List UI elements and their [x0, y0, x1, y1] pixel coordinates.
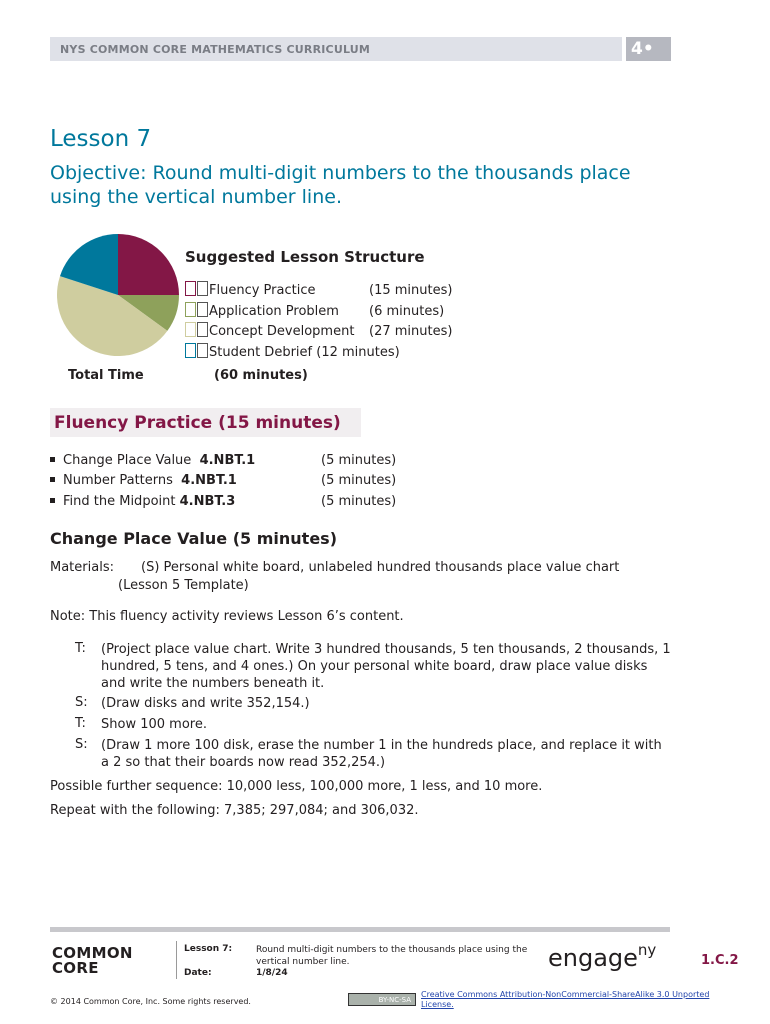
- materials-text: (S) Personal white board, unlabeled hundred thousands place value chart: [141, 560, 620, 575]
- structure-item-label: Application Problem: [209, 304, 339, 319]
- fluency-item: [50, 453, 397, 473]
- checkbox-icon: [197, 302, 208, 317]
- structure-item: [185, 322, 452, 342]
- engageny-logo: [548, 941, 656, 972]
- structure-item-label: Student Debrief: [209, 345, 313, 360]
- dialogue-text: (Draw 1 more 100 disk, erase the number 1 in the hundreds place, and replace it with a 2 so that their boards now read 352,254.): [101, 738, 662, 770]
- dialogue-text: Show 100 more.: [101, 717, 207, 732]
- total-time-value: (60 minutes): [214, 368, 308, 383]
- dialogue-text: (Draw disks and write 352,154.): [101, 696, 310, 711]
- footer-lesson-desc: Round multi-digit numbers to the thousands place using the vertical number line.: [256, 945, 528, 967]
- speaker-label: S:: [75, 695, 88, 710]
- structure-item: [185, 343, 400, 363]
- lesson-objective: Objective: Round multi-digit numbers to the thousands place using the vertical number line.: [50, 162, 631, 208]
- cc-license-badge: BY-NC-SA: [348, 993, 416, 1006]
- checkbox-icon: [197, 322, 208, 337]
- structure-item-label: Fluency Practice: [209, 283, 316, 298]
- lesson-title: Lesson 7: [50, 126, 152, 152]
- footer-lesson-label: Lesson 7:: [184, 944, 233, 954]
- fluency-item-minutes: (5 minutes): [321, 473, 397, 488]
- further-sequence-text: Possible further sequence: 10,000 less, 100,000 more, 1 less, and 10 more.: [50, 779, 543, 794]
- structure-title: Suggested Lesson Structure: [185, 248, 425, 266]
- structure-item-minutes: (15 minutes): [369, 283, 453, 298]
- fluency-heading: Fluency Practice (15 minutes): [54, 413, 341, 433]
- checkbox-icon: [197, 343, 208, 358]
- structure-item-minutes: (6 minutes): [369, 304, 445, 319]
- lesson-structure-pie-chart: [56, 233, 180, 357]
- speaker-label: T:: [75, 716, 86, 731]
- grade-badge: 4•: [626, 37, 671, 61]
- structure-item-minutes: (27 minutes): [369, 324, 453, 339]
- color-key-icon: [185, 302, 196, 317]
- fluency-item-name: Find the Midpoint: [63, 494, 176, 509]
- fluency-item-minutes: (5 minutes): [321, 453, 397, 468]
- dialogue-text: (Project place value chart. Write 3 hundred thousands, 5 ten thousands, 2 thousands, 1 hundred, 5 tens, and 4 ones.) On your personal white board, draw place value disks and write the numbers beneath it.: [101, 642, 671, 691]
- footer-divider: [176, 941, 177, 979]
- structure-item: [185, 302, 444, 322]
- fluency-item-standard: 4.NBT.3: [179, 494, 236, 509]
- common-core-logo: [52, 946, 133, 976]
- repeat-text: Repeat with the following: 7,385; 297,084; and 306,032.: [50, 803, 419, 818]
- footer-date-label: Date:: [184, 968, 212, 978]
- fluency-item-standard: 4.NBT.1: [199, 453, 256, 468]
- fluency-item-standard: 4.NBT.1: [181, 473, 237, 488]
- fluency-item: [50, 473, 397, 493]
- materials-text-cont: (Lesson 5 Template): [118, 578, 249, 593]
- fluency-item-name: Change Place Value: [63, 453, 192, 468]
- license-link[interactable]: Creative Commons Attribution-NonCommercial-ShareAlike 3.0 Unported License.: [421, 990, 710, 1009]
- bullet-icon: [50, 457, 55, 462]
- color-key-icon: [185, 281, 196, 296]
- page-code: 1.C.2: [701, 953, 739, 968]
- section-title: Change Place Value (5 minutes): [50, 529, 337, 548]
- color-key-icon: [185, 343, 196, 358]
- fluency-item-minutes: (5 minutes): [321, 494, 397, 509]
- curriculum-title: NYS COMMON CORE MATHEMATICS CURRICULUM: [60, 43, 371, 56]
- materials-label: Materials:: [50, 560, 114, 575]
- total-time-label: Total Time: [68, 368, 144, 383]
- engage-ny-text: ny: [637, 941, 657, 959]
- logo-line: CORE: [52, 959, 99, 977]
- pie-slice: [118, 234, 179, 295]
- bullet-icon: [50, 498, 55, 503]
- logo-line: COMMON: [52, 944, 133, 962]
- note-text: Note: This fluency activity reviews Lesson 6’s content.: [50, 609, 404, 624]
- engage-text: engage: [548, 944, 638, 972]
- copyright: © 2014 Common Core, Inc. Some rights reserved.: [50, 997, 251, 1006]
- fluency-item: [50, 494, 397, 514]
- checkbox-icon: [197, 281, 208, 296]
- footer-bar: [50, 927, 670, 932]
- structure-item-minutes: (12 minutes): [316, 345, 400, 360]
- speaker-label: S:: [75, 737, 88, 752]
- footer-date-value: 1/8/24: [256, 968, 288, 978]
- structure-item-label: Concept Development: [209, 324, 355, 339]
- color-key-icon: [185, 322, 196, 337]
- fluency-item-name: Number Patterns: [63, 473, 173, 488]
- speaker-label: T:: [75, 641, 86, 656]
- structure-item: [185, 281, 452, 301]
- bullet-icon: [50, 477, 55, 482]
